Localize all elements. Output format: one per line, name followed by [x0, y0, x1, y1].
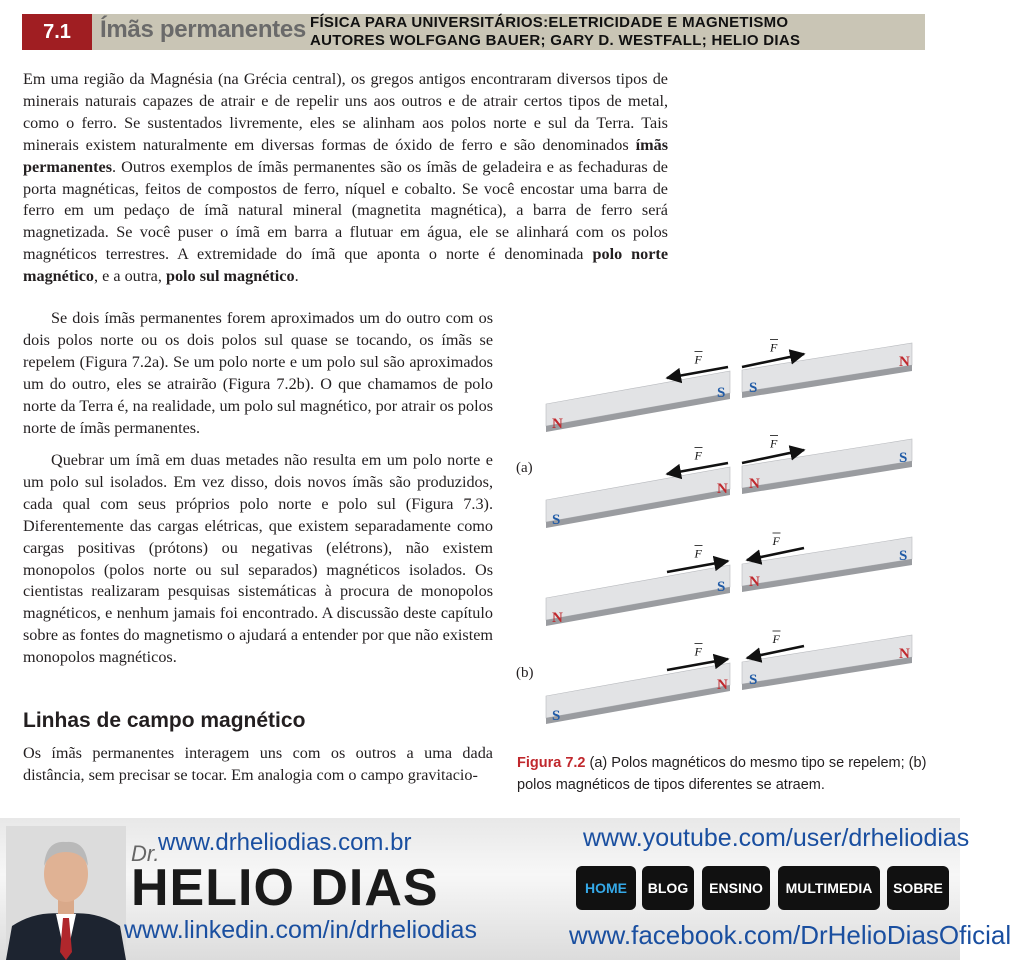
south-pole-label: S — [717, 579, 726, 595]
book-info — [310, 14, 800, 50]
facebook-link[interactable]: www.facebook.com/DrHelioDiasOficial — [569, 920, 1011, 950]
force-label: F — [770, 340, 778, 355]
force-label: F — [772, 632, 780, 646]
right-magnet — [742, 340, 912, 392]
term-south-pole: polo sul magnético — [165, 267, 295, 286]
nav-sobre-button[interactable]: SOBRE — [887, 866, 949, 910]
south-pole-label: S — [749, 672, 758, 688]
paragraph-1: Em uma região da Magnésia (na Grécia central), os gregos antigos encontraram diversos tipos de minerais naturais capazes de atrair e de repelir uns aos outros e de atrair certos tipos de metal, como o ferro. Se sustentados livremente, eles se alinham aos polos norte e sul da Terra. Tais minerais existem naturalmente em diversas formas de óxido de ferro e são denominados ímãs permanentes. Outros exemplos de ímãs permanentes são os ímãs de geladeira e as fechaduras de porta magnéticas, feitos de compostos de ferro, níquel e cobalto. Se você encostar uma barra de ferro em um pedaço de ímã natural mineral (magnetita magnética), a barra de ferro será magnetizada. Se você puser o ímã em barra a flutuar em água, ele se alinhará com os polos magnéticos terrestres. A extremidade do ímã que aponta o norte é denominada polo norte magnético, e a outra, polo sul magnético. — [23, 70, 668, 286]
term-north-pole: polo norte magnético — [23, 245, 668, 286]
section-number: 7.1 — [22, 14, 92, 50]
north-pole-label: N — [749, 574, 760, 590]
caption-text: (a) Polos magnéticos do mesmo tipo se repelem; (b) polos magnéticos de tipos diferentes se atraem. — [517, 755, 927, 793]
south-pole-label: S — [899, 548, 908, 564]
south-pole-label: S — [552, 708, 561, 724]
force-label: F — [694, 644, 702, 659]
website-link[interactable]: www.drheliodias.com.br — [158, 829, 412, 856]
figure-7-2 — [510, 330, 930, 740]
north-pole-label: N — [899, 354, 910, 370]
subheading: Linhas de campo magnético — [23, 709, 306, 732]
force-label: F — [694, 448, 702, 463]
force-label: F — [770, 436, 778, 451]
north-pole-label: N — [552, 416, 563, 432]
paragraph-4: Os ímãs permanentes interagem uns com os outros a uma dada distância, sem precisar se tocar. Em analogia com o campo gravitacio- — [23, 744, 493, 784]
nav-multimedia-button[interactable]: MULTIMEDIA — [778, 866, 880, 910]
force-label: F — [694, 352, 702, 367]
dr-label: Dr. — [131, 841, 160, 866]
figure-label-a: (a) — [516, 460, 533, 476]
force-label: F — [694, 546, 702, 561]
paragraph-2: Se dois ímãs permanentes forem aproximados um do outro com os dois polos norte ou os dois polos sul quase se tocando, os ímãs se repelem (Figura 7.2a). Se um polo norte e um polo sul são aproximados um do outro, eles se atrairão (Figura 7.2b). O que chamamos de polo norte da Terra é, na realidade, um polo sul magnético, por atrair os polos norte de ímãs permanentes. — [23, 309, 493, 437]
nav-blog-button[interactable]: BLOG — [642, 866, 694, 910]
linkedin-link[interactable]: www.linkedin.com/in/drheliodias — [124, 916, 477, 944]
north-pole-label: N — [717, 677, 728, 693]
caption-label: Figura 7.2 — [517, 755, 586, 771]
nav-home-button[interactable]: HOME — [576, 866, 636, 910]
term-permanent-magnets: ímãs permanentes — [23, 135, 668, 176]
north-pole-label: N — [899, 646, 910, 662]
author-photo — [6, 826, 126, 960]
north-pole-label: N — [749, 476, 760, 492]
south-pole-label: S — [899, 450, 908, 466]
north-pole-label: N — [552, 610, 563, 626]
right-magnet — [742, 537, 912, 586]
south-pole-label: S — [717, 385, 726, 401]
nav-ensino-button[interactable]: ENSINO — [702, 866, 770, 910]
south-pole-label: S — [552, 512, 561, 528]
right-magnet — [742, 436, 912, 488]
magnet-pairs — [546, 340, 912, 725]
right-magnet — [742, 635, 912, 684]
brand-name: HELIO DIAS — [131, 859, 439, 917]
force-label: F — [772, 534, 780, 548]
north-pole-label: N — [717, 481, 728, 497]
figure-caption — [517, 752, 927, 796]
figure-label-b: (b) — [516, 665, 534, 681]
paragraph-3: Quebrar um ímã em duas metades não resulta em um polo norte e um polo sul isolados. Em vez disso, dois novos ímãs são produzidos, cada qual com seus próprios polo norte e polo sul (Figura 7.3). Diferentemente das cargas elétricas, que existem separadamente como cargas positivas (prótons) ou negativas (elétrons), não existem monopolos (polos norte ou sul separados) magnéticos isolados. Os cientistas realizaram pesquisas sistemáticas à procura de monopolos magnéticos, e nenhum jamais foi encontrado. A discussão deste capítulo sobre as fontes do magnetismo o ajudará a entender por que não existem monopolos magnéticos. — [23, 451, 493, 667]
book-title-line: FÍSICA PARA UNIVERSITÁRIOS:ELETRICIDADE E MAGNETISMO — [310, 14, 789, 31]
youtube-link[interactable]: www.youtube.com/user/drheliodias — [583, 824, 970, 852]
section-title: Ímãs permanentes — [100, 16, 306, 43]
book-authors-line: AUTORES WOLFGANG BAUER; GARY D. WESTFALL; HELIO DIAS — [310, 32, 801, 49]
south-pole-label: S — [749, 380, 758, 396]
